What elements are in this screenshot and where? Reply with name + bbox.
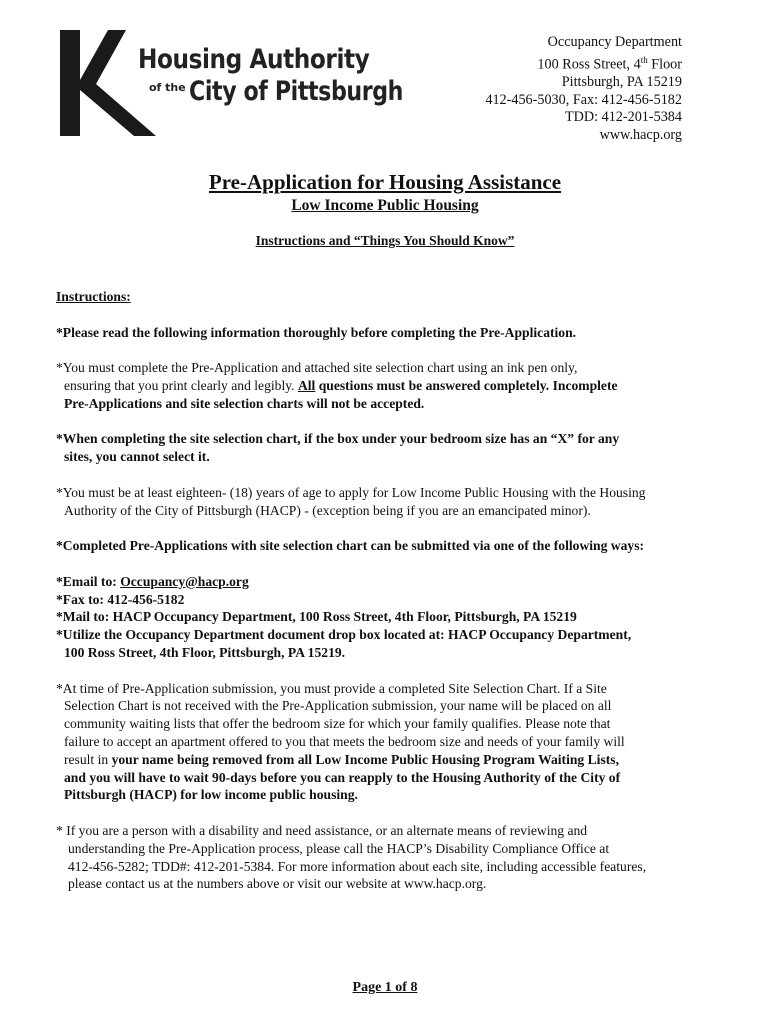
email-link[interactable]: Occupancy@hacp.org	[120, 573, 249, 589]
document-subtitle: Low Income Public Housing	[291, 197, 479, 214]
contact-city: Pittsburgh, PA 15219	[561, 73, 682, 90]
logo-text-housing-authority: Housing Authority	[138, 44, 370, 75]
submission-fax: *Fax to: 412-456-5182	[56, 591, 185, 607]
submission-email: *Email to: Occupancy@hacp.org	[56, 573, 249, 589]
logo-text-city-of-pittsburgh: City of Pittsburgh	[189, 76, 404, 107]
submission-mail: *Mail to: HACP Occupancy Department, 100 Ross Street, 4th Floor, Pittsburgh, PA 15219	[56, 609, 577, 625]
instruction-site-selection-x: *When completing the site selection chart, if the box under your bedroom size has an “X” for any sites, you cannot select it.	[56, 431, 620, 465]
contact-website[interactable]: www.hacp.org	[599, 126, 682, 143]
instruction-age-requirement: *You must be at least eighteen- (18) years of age to apply for Low Income Public Housing with the Housing Authority of the City of Pittsburgh (HACP) - (exception being if you are an emancipated minor).	[56, 484, 646, 518]
hacp-logo	[56, 28, 404, 138]
instructions-body	[56, 288, 716, 911]
instruction-site-selection-chart: *At time of Pre-Application submission, you must provide a completed Site Selection Chart. If a Site Selection Chart is not received with the Pre-Application submission, your name will be placed on all community waiting lists that offer the bedroom size for which your family qualifies. Please note that failure to accept an apartment offered to you that meets the bedroom size and needs of your family will result in your name being removed from all Low Income Public Housing Program Waiting Lists, and you will have to wait 90-days before you can reapply to the Housing Authority of the City of Pittsburgh (HACP) for low income public housing.	[56, 680, 625, 803]
instruction-read-thoroughly: *Please read the following information thoroughly before completing the Pre-Application.	[56, 324, 577, 340]
page-number: Page 1 of 8	[352, 980, 418, 995]
instruction-ink-pen: *You must complete the Pre-Application and attached site selection chart using an ink pen only, ensuring that you print clearly and legibly. All questions must be answered completely. Incomplete Pre-Applications and site selection charts will not be accepted.	[56, 360, 618, 411]
contact-tdd: TDD: 412-201-5384	[564, 109, 682, 126]
document-title: Pre-Application for Housing Assistance	[208, 170, 562, 194]
logo-text-of-the: of the	[149, 81, 186, 94]
contact-block	[485, 34, 682, 144]
instruction-submission-ways: *Completed Pre-Applications with site selection chart can be submitted via one of the following ways:	[56, 538, 645, 554]
section-title: Instructions and “Things You Should Know”	[255, 233, 515, 248]
contact-street: 100 Ross Street, 4th Floor	[537, 54, 682, 73]
contact-phone: 412-456-5030, Fax: 412-456-5182	[485, 91, 682, 108]
contact-dept: Occupancy Department	[547, 34, 682, 50]
submission-methods-list: *Email to: Occupancy@hacp.org *Fax to: 412-456-5182 *Mail to: HACP Occupancy Department, 100 Ross Street, 4th Floor, Pittsburgh, PA 15219 *Utilize the Occupancy Department document drop box located at: HACP Occupancy Department, 100 Ross Street, 4th Floor, Pittsburgh, PA 15219.	[56, 573, 716, 662]
submission-drop-box: *Utilize the Occupancy Department document drop box located at: HACP Occupancy Department,	[56, 627, 632, 643]
instructions-heading: Instructions:	[56, 289, 131, 304]
instruction-disability-assistance: * If you are a person with a disability and need assistance, or an alternate means of reviewing and understanding the Pre-Application process, please call the HACP’s Disability Compliance Office at 412-456-5282; TDD#: 412-201-5384. For more information about each site, including accessible features, please contact us at the numbers above or visit our website at www.hacp.org.	[56, 822, 647, 892]
